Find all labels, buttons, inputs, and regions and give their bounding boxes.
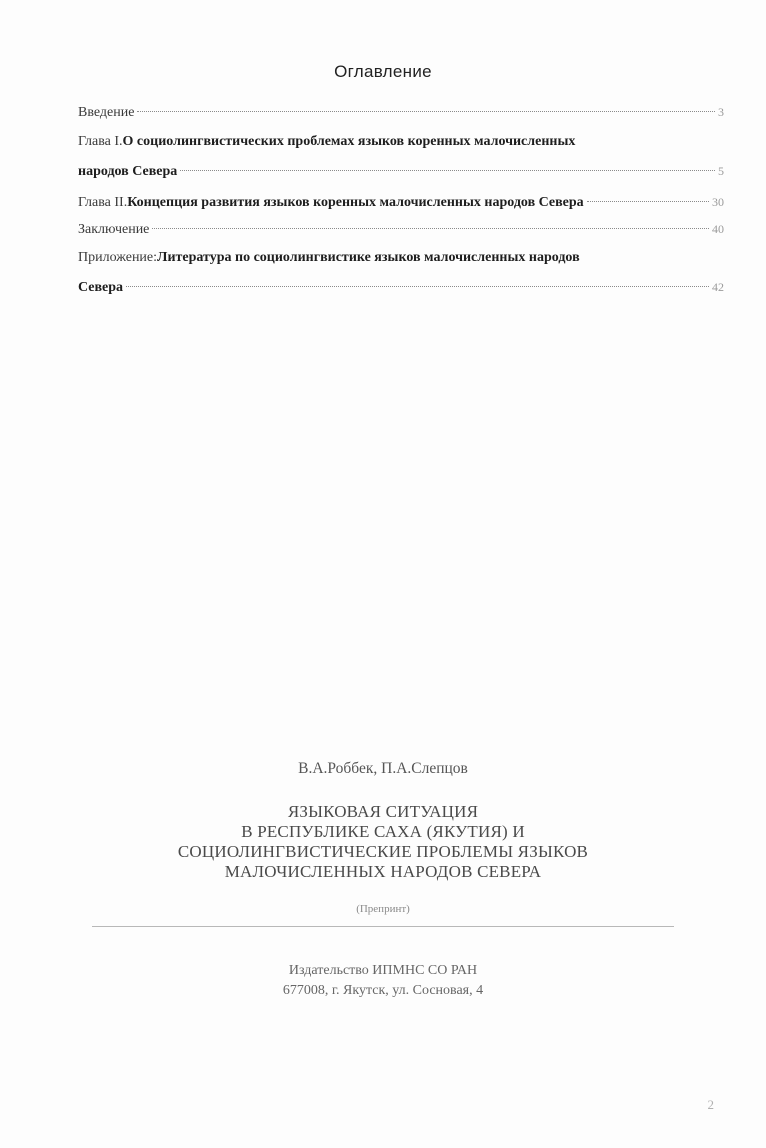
toc-entry-title-line1: Литература по социолингвистике языков малочисленных народов (157, 250, 580, 265)
publisher: Издательство ИПМНС СО РАН (288, 963, 478, 978)
toc-leader-dots (180, 170, 715, 171)
toc-page-number: 5 (718, 164, 724, 178)
book-title-line: МАЛОЧИСЛЕННЫХ НАРОДОВ СЕВЕРА (224, 862, 542, 881)
toc-entry-title-line2: Севера (78, 280, 124, 295)
toc-entry-label: Введение (78, 105, 135, 120)
toc-leader-dots (152, 228, 709, 229)
toc-title: Оглавление (334, 62, 432, 81)
divider-line (92, 926, 674, 927)
toc-entry-chapter-1 (78, 132, 724, 182)
authors: В.А.Роббек, П.А.Слепцов (298, 760, 468, 777)
toc-entry-title-line1: О социолингвистических проблемах языков коренных малочисленных (122, 134, 576, 149)
preprint-label: (Препринт) (356, 903, 410, 915)
toc-page-number: 40 (712, 222, 724, 236)
toc-page-number: 30 (712, 195, 724, 209)
book-title (0, 802, 766, 882)
toc-entry-introduction (78, 102, 724, 123)
toc-entry-label: Заключение (78, 222, 150, 237)
toc-entry-chapter-2 (78, 192, 724, 213)
toc-entry-prefix: Приложение: (78, 250, 158, 265)
toc-page-number: 42 (712, 280, 724, 294)
book-title-line: СОЦИОЛИНГВИСТИЧЕСКИЕ ПРОБЛЕМЫ ЯЗЫКОВ (177, 842, 589, 861)
toc-entry-title: Концепция развития языков коренных малочисленных народов Севера (127, 195, 584, 210)
toc-entry-prefix: Глава II. (78, 195, 128, 210)
toc-entry-prefix: Глава I. (78, 134, 123, 149)
book-title-line: В РЕСПУБЛИКЕ САХА (ЯКУТИЯ) И (241, 822, 525, 841)
page-number: 2 (707, 1097, 714, 1112)
toc-leader-dots (137, 111, 715, 112)
book-title-line: ЯЗЫКОВАЯ СИТУАЦИЯ (287, 802, 479, 821)
toc-leader-dots (126, 286, 709, 287)
toc-entry-conclusion (78, 219, 724, 240)
publisher-address: 677008, г. Якутск, ул. Сосновая, 4 (282, 983, 484, 998)
toc-page-number: 3 (718, 105, 724, 119)
toc-leader-dots (587, 201, 709, 202)
toc-entry-appendix (78, 248, 724, 298)
toc-entry-title-line2: народов Севера (78, 164, 178, 179)
